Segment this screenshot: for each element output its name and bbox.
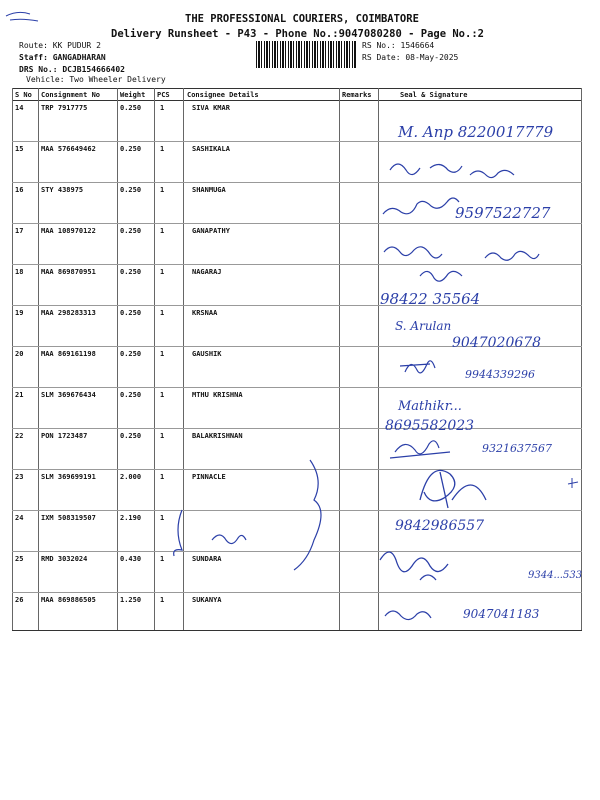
cell-sno: 26 [15,596,24,604]
cell-weight: 0.250 [120,432,142,440]
cell-sno: 17 [15,227,24,235]
rs-date: RS Date: 08-May-2025 [362,53,459,62]
cell-pcs: 1 [160,104,165,112]
cell-weight: 2.000 [120,473,142,481]
cell-weight: 0.250 [120,227,142,235]
cell-consignment: IXM 508319507 [41,514,96,522]
cell-consignment: SLM 369699191 [41,473,96,481]
hw-brace-right [294,460,321,570]
cell-weight: 0.250 [120,186,142,194]
col-header-pcs: PCS [157,91,170,99]
cell-sno: 15 [15,145,24,153]
hw-scribble-r15 [390,164,514,178]
cell-weight: 2.190 [120,514,142,522]
cell-weight: 0.250 [120,104,142,112]
hw-scribble-r22 [390,441,450,458]
cell-pcs: 1 [160,227,165,235]
hw-r20: 9944339296 [465,368,535,381]
col-header-consignment: Consignment No [41,91,101,99]
hw-r26: 9047041183 [463,607,540,621]
cell-consignee: SIVA KMAR [192,104,230,112]
cell-consignment: MAA 576649462 [41,145,96,153]
cell-pcs: 1 [160,145,165,153]
cell-sno: 18 [15,268,24,276]
hw-brace-left [174,510,182,556]
cell-sno: 19 [15,309,24,317]
cell-sno: 24 [15,514,24,522]
hw-r22: 9321637567 [482,442,552,455]
cell-pcs: 1 [160,432,165,440]
cell-sno: 21 [15,391,24,399]
staff-label: Staff: GANGADHARAN [19,53,106,62]
cell-pcs: 1 [160,555,165,563]
cell-consignee: SUKANYA [192,596,222,604]
cell-sno: 14 [15,104,24,112]
route-label: Route: KK PUDUR 2 [19,41,101,50]
hw-r24: 9842986557 [395,518,485,534]
cell-pcs: 1 [160,514,165,522]
cell-consignee: SUNDARA [192,555,222,563]
cell-sno: 16 [15,186,24,194]
cell-pcs: 1 [160,391,165,399]
hw-scribble-r25 [380,552,448,580]
cell-weight: 0.250 [120,350,142,358]
hw-r21b: 8695582023 [385,418,475,434]
cell-pcs: 1 [160,268,165,276]
col-header-sno: S No [15,91,32,99]
cell-consignee: BALAKRISHNAN [192,432,243,440]
cell-pcs: 1 [160,309,165,317]
cell-weight: 0.250 [120,268,142,276]
col-header-consignee: Consignee Details [187,91,259,99]
hw-scribble-r16 [383,198,459,214]
hw-scribble-r20 [400,361,435,373]
cell-sno: 23 [15,473,24,481]
cell-consignment: RMD 3032024 [41,555,88,563]
cell-consignee: GAUSHIK [192,350,222,358]
cell-consignee: GANAPATHY [192,227,230,235]
hw-mark-r23 [568,478,578,488]
cell-consignee: NAGARAJ [192,268,222,276]
cell-consignment: MAA 869886505 [41,596,96,604]
hw-scribble-r23 [420,470,486,508]
hw-scribble-r26 [385,611,431,620]
hw-r21a: Mathikr... [398,399,462,414]
cell-consignment: MAA 108970122 [41,227,96,235]
cell-pcs: 1 [160,186,165,194]
cell-weight: 0.430 [120,555,142,563]
cell-sno: 22 [15,432,24,440]
company-title: THE PROFESSIONAL COURIERS, COIMBATORE [185,13,419,25]
cell-consignee: SHANMUGA [192,186,226,194]
col-header-seal: Seal & Signature [400,91,468,99]
hw-r14: M. Anp 8220017779 [398,123,554,141]
cell-consignee: PINNACLE [192,473,226,481]
hw-scribble-r18 [420,271,462,281]
hw-r16: 9597522727 [455,204,551,222]
rs-number: RS No.: 1546664 [362,41,435,50]
cell-consignment: MAA 298283313 [41,309,96,317]
col-header-weight: Weight [120,91,146,99]
cell-consignee: MTHU KRISHNA [192,391,243,399]
hw-r18: 98422 35564 [380,290,481,308]
hw-r19b: 9047020678 [452,335,542,351]
cell-pcs: 1 [160,350,165,358]
drs-label: DRS No.: DCJB154666402 [19,65,125,74]
hw-r19a: S. Arulan [395,319,452,333]
cell-consignment: MAA 869870951 [41,268,96,276]
cell-sno: 25 [15,555,24,563]
cell-consignment: STY 438975 [41,186,84,194]
cell-weight: 0.250 [120,309,142,317]
cell-weight: 1.250 [120,596,142,604]
hw-scribble-r24-consignee [212,535,246,544]
cell-consignment: PON 1723487 [41,432,88,440]
vehicle-label: Vehicle: Two Wheeler Delivery [26,75,166,84]
cell-pcs: 1 [160,473,165,481]
cell-consignment: SLM 369676434 [41,391,96,399]
hw-r25: 9344...533 [528,570,583,581]
cell-consignee: KRSNAA [192,309,218,317]
cell-weight: 0.250 [120,391,142,399]
cell-weight: 0.250 [120,145,142,153]
cell-consignment: TRP 7917775 [41,104,88,112]
cell-consignee: SASHIKALA [192,145,230,153]
cell-consignment: MAA 869161198 [41,350,96,358]
hw-scribble-r17 [384,247,539,260]
col-header-remarks: Remarks [342,91,372,99]
cell-sno: 20 [15,350,24,358]
cell-pcs: 1 [160,596,165,604]
runsheet-title: Delivery Runsheet - P43 - Phone No.:9047080280 - Page No.:2 [111,28,484,40]
